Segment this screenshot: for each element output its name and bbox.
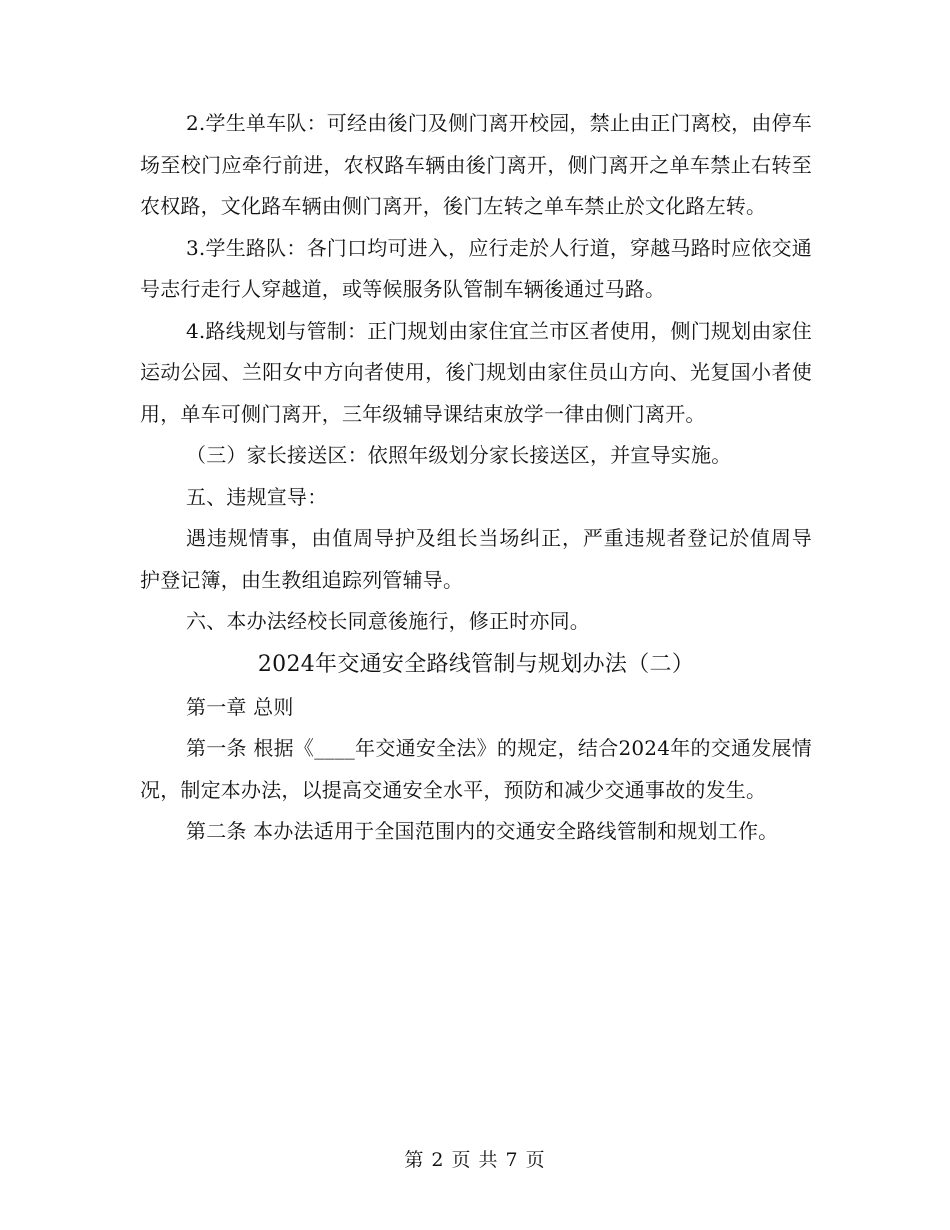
paragraph-bicycle-team: 2.学生单车队：可经由後门及侧门离开校园，禁止由正门离校，由停车场至校门应牵行前进，农权路车辆由後门离开，侧门离开之单车禁止右转至农权路，文化路车辆由侧门离开，後门左转之单车禁止於文化路左转。 (140, 111, 812, 218)
paragraph-route-planning: 4.路线规划与管制：正门规划由家住宜兰市区者使用，侧门规划由家住运动公园、兰阳女中方向者使用，後门规划由家住员山方向、光复国小者使用，单车可侧门离开，三年级辅导课结束放学一律由侧门离开。 (140, 318, 812, 426)
paragraph-violation-heading: 五、违规宣导： (186, 484, 328, 509)
paragraph-walking-team: 3.学生路队：各门口均可进入，应行走於人行道，穿越马路时应依交通号志行走行人穿越道，或等候服务队管制车辆後通过马路。 (140, 235, 812, 301)
document-body (140, 103, 812, 853)
page-number-label: 第 2 页 共 7 页 (404, 1149, 546, 1171)
page-footer (0, 1148, 950, 1172)
section-title: 2024年交通安全路线管制与规划办法（二） (257, 651, 695, 677)
paragraph-violation-detail: 遇违规情事，由值周导护及组长当场纠正，严重违规者登记於值周导护登记簿，由生教组追踪列管辅导。 (140, 526, 812, 592)
paragraph-article-two: 第二条 本办法适用于全国范围内的交通安全路线管制和规划工作。 (186, 819, 779, 843)
paragraph-chapter-one: 第一章 总则 (186, 694, 294, 719)
paragraph-parent-pickup: （三）家长接送区：依照年级划分家长接送区，并宣导实施。 (186, 443, 732, 467)
paragraph-article-one: 第一条 根据《____年交通安全法》的规定，结合2024年的交通发展情况，制定本办法，以提高交通安全水平，预防和减少交通事故的发生。 (140, 736, 812, 802)
paragraph-enforcement: 六、本办法经校长同意後施行，修正时亦同。 (186, 609, 590, 633)
